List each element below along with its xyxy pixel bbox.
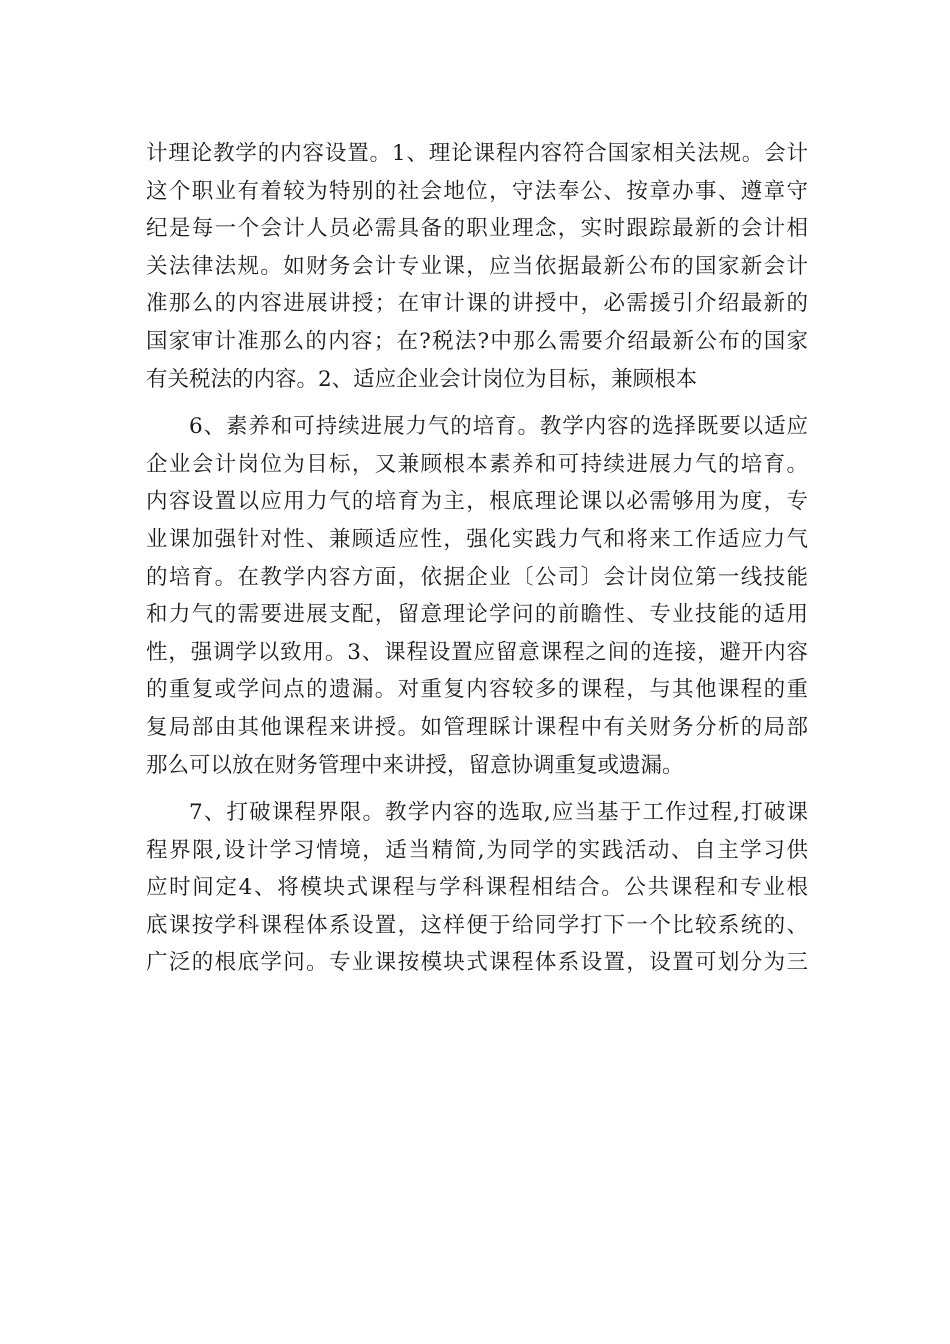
- text-line: 这个职业有着较为特别的社会地位，守法奉公、按章办事、遵章守: [146, 178, 808, 204]
- text-line: 的培育。在教学内容方面，依据企业〔公司〕会计岗位第一线技能: [146, 564, 808, 590]
- text-line: 程界限,设计学习情境，适当精简,为同学的实践活动、自主学习供: [146, 837, 808, 863]
- paragraph-2: [146, 408, 808, 784]
- text-line: 企业会计岗位为目标，又兼顾根本素养和可持续进展力气的培育。: [146, 451, 808, 477]
- text-line: 广泛的根底学问。专业课按模块式课程体系设置，设置可划分为三: [146, 950, 808, 976]
- text-line: 有关税法的内容。2、适应企业会计岗位为目标，兼顾根本: [146, 366, 698, 392]
- text-line: 和力气的需要进展支配，留意理论学问的前瞻性、专业技能的适用: [146, 602, 808, 628]
- text-line: 那么可以放在财务管理中来讲授，留意协调重复或遗漏。: [146, 752, 684, 778]
- text-line: 业课加强针对性、兼顾适应性，强化实践力气和将来工作适应力气: [146, 526, 808, 552]
- text-line: 国家审计准那么的内容；在?税法?中那么需要介绍最新公布的国家: [146, 328, 808, 354]
- text-line: 内容设置以应用力气的培育为主，根底理论课以必需够用为度，专: [146, 489, 808, 515]
- text-line: 准那么的内容进展讲授；在审计课的讲授中，必需援引介绍最新的: [146, 291, 808, 317]
- document-body: [146, 135, 808, 982]
- paragraph-gap: [146, 398, 808, 408]
- paragraph-1: [146, 135, 808, 398]
- text-line: 复局部由其他课程来讲授。如管理睬计课程中有关财务分析的局部: [146, 714, 808, 740]
- text-line: 7、打破课程界限。教学内容的选取,应当基于工作过程,打破课: [189, 800, 808, 826]
- text-line: 6、素养和可持续进展力气的培育。教学内容的选择既要以适应: [189, 414, 808, 440]
- text-line: 纪是每一个会计人员必需具备的职业理念，实时跟踪最新的会计相: [146, 216, 808, 242]
- text-line: 计理论教学的内容设置。1、理论课程内容符合国家相关法规。会计: [146, 141, 808, 166]
- text-line: 的重复或学问点的遗漏。对重复内容较多的课程，与其他课程的重: [146, 677, 808, 703]
- text-line: 底课按学科课程体系设置，这样便于给同学打下一个比较系统的、: [146, 912, 808, 938]
- text-line: 关法律法规。如财务会计专业课，应当依据最新公布的国家新会计: [146, 253, 808, 279]
- text-line: 性，强调学以致用。3、课程设置应留意课程之间的连接，避开内容: [146, 639, 808, 665]
- paragraph-3: [146, 794, 808, 982]
- text-line: 应时间定4、将模块式课程与学科课程相结合。公共课程和专业根: [146, 875, 808, 901]
- paragraph-gap: [146, 784, 808, 794]
